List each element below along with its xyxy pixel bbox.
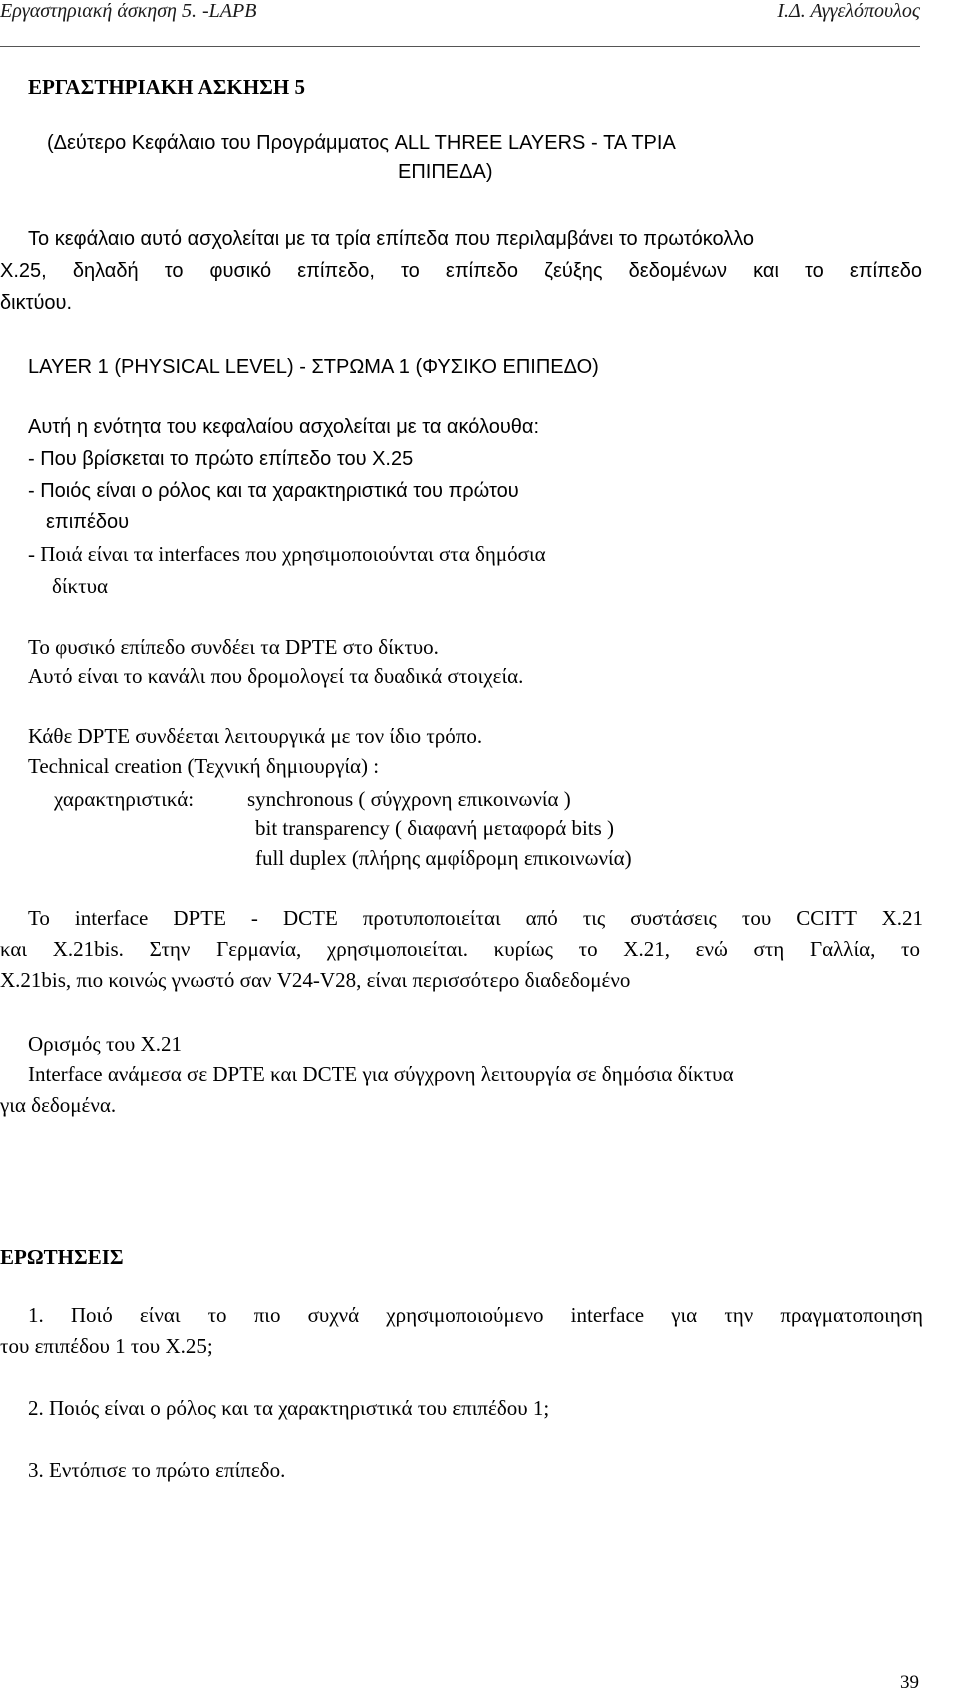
definition-line: Interface ανάμεσα σε DPTE και DCTE για σύγχρονη λειτουργία σε δημόσια δίκτυα bbox=[28, 1062, 734, 1086]
definition-line: για δεδομένα. bbox=[0, 1093, 117, 1117]
interface-paragraph-line: Το interface DPTE - DCTE προτυποποιείται από τις συστάσεις του CCITT X.21 bbox=[28, 906, 923, 930]
section-line: Αυτό είναι το κανάλι που δρομολογεί τα δυαδικά στοιχεία. bbox=[28, 664, 524, 688]
exercise-title: ΕΡΓΑΣΤΗΡΙΑΚΗ ΑΣΚΗΣΗ 5 bbox=[28, 75, 305, 99]
characteristics-label: χαρακτηριστικά: bbox=[54, 787, 195, 811]
section-line: δίκτυα bbox=[52, 574, 108, 598]
header-rule bbox=[0, 46, 920, 47]
header-left: Εργαστηριακή άσκηση 5. -LAPB bbox=[0, 0, 257, 22]
layer-heading: LAYER 1 (PHYSICAL LEVEL) - ΣΤΡΩΜΑ 1 (ΦΥΣΙΚΟ ΕΠΙΠΕΔΟ) bbox=[28, 356, 599, 378]
characteristic-item: full duplex (πλήρης αμφίδρομη επικοινωνία) bbox=[255, 846, 632, 870]
intro-line: δικτύου. bbox=[0, 292, 73, 314]
section-line: - Ποιός είναι ο ρόλος και τα χαρακτηριστικά του πρώτου bbox=[28, 480, 519, 502]
header-right: Ι.Δ. Αγγελόπουλος bbox=[777, 0, 920, 22]
subtitle-line-2: ΕΠΙΠΕΔΑ) bbox=[398, 161, 493, 183]
interface-paragraph-line: X.21bis, πιο κοινώς γνωστό σαν V24-V28, είναι περισσότερο διαδεδομένο bbox=[0, 968, 631, 992]
intro-line: Το κεφάλαιο αυτό ασχολείται με τα τρία επίπεδα που περιλαμβάνει το πρωτόκολλο bbox=[28, 228, 755, 250]
section-line: Technical creation (Τεχνική δημιουργία) : bbox=[28, 754, 380, 778]
question-3: 3. Εντόπισε το πρώτο επίπεδο. bbox=[28, 1458, 286, 1482]
section-line: Κάθε DPTE συνδέεται λειτουργικά με τον ίδιο τρόπο. bbox=[28, 724, 483, 748]
intro-line: X.25, δηλαδή το φυσικό επίπεδο, το επίπεδο ζεύξης δεδομένων και το επίπεδο bbox=[0, 260, 922, 282]
question-2: 2. Ποιός είναι ο ρόλος και τα χαρακτηριστικά του επιπέδου 1; bbox=[28, 1396, 550, 1420]
section-line: επιπέδου bbox=[46, 511, 130, 533]
question-1-line-1: 1. Ποιό είναι το πιο συχνά χρησιμοποιούμενο interface για την πραγματοποιηση bbox=[28, 1303, 923, 1327]
characteristic-item: bit transparency ( διαφανή μεταφορά bits ) bbox=[255, 816, 615, 840]
page-number: 39 bbox=[900, 1672, 919, 1693]
subtitle-line-1: (Δεύτερο Κεφάλαιο του Προγράμματος ALL THREE LAYERS - ΤΑ ΤΡΙΑ bbox=[47, 132, 676, 154]
section-line: - Ποιά είναι τα interfaces που χρησιμοποιούνται στα δημόσια bbox=[28, 542, 546, 566]
questions-heading: ΕΡΩΤΗΣΕΙΣ bbox=[0, 1245, 124, 1269]
definition-title: Ορισμός του Χ.21 bbox=[28, 1032, 182, 1056]
interface-paragraph-line: και X.21bis. Στην Γερμανία, χρησιμοποιείται. κυρίως το X.21, ενώ στη Γαλλία, το bbox=[0, 937, 920, 961]
section-line: Αυτή η ενότητα του κεφαλαίου ασχολείται με τα ακόλουθα: bbox=[28, 416, 539, 438]
question-1-line-2: του επιπέδου 1 του Χ.25; bbox=[0, 1334, 213, 1358]
section-line: Το φυσικό επίπεδο συνδέει τα DPTE στο δίκτυο. bbox=[28, 635, 439, 659]
section-line: - Που βρίσκεται το πρώτο επίπεδο του Χ.25 bbox=[28, 448, 414, 470]
characteristic-item: synchronous ( σύγχρονη επικοινωνία ) bbox=[247, 787, 571, 811]
